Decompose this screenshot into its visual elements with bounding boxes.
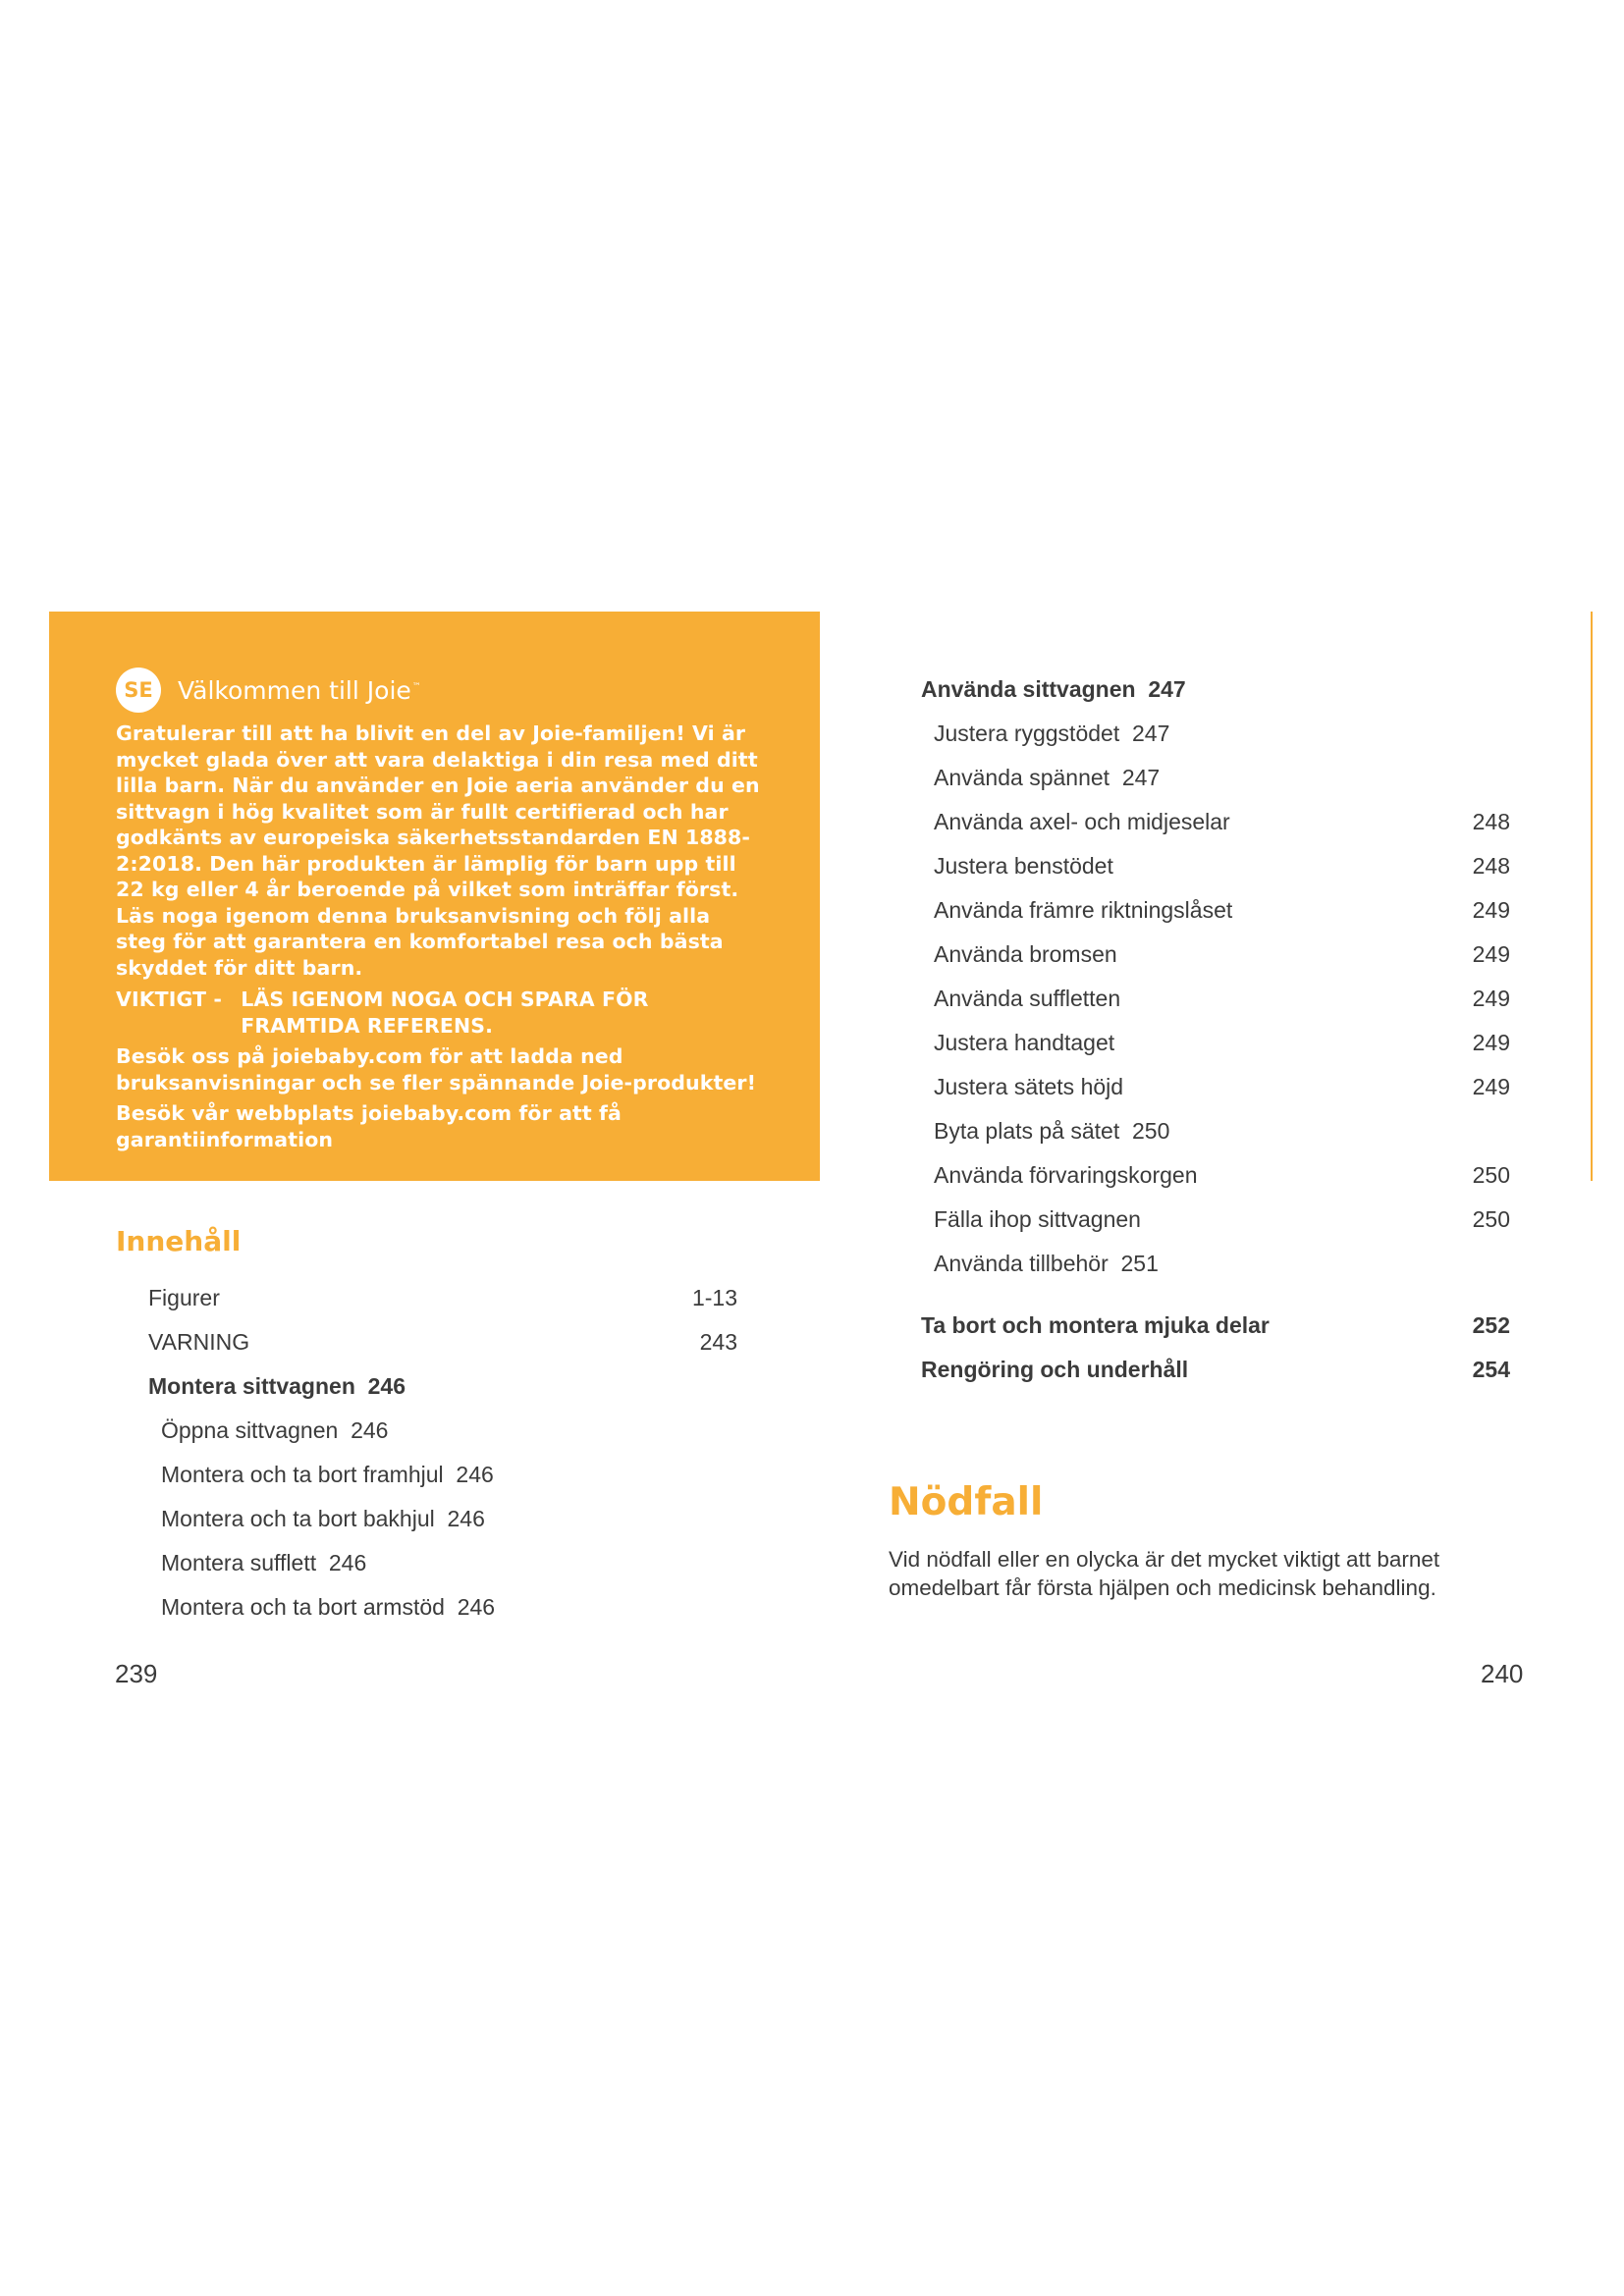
page-number-left: 239 bbox=[115, 1659, 158, 1688]
emergency-text: Vid nödfall eller en olycka är det mycket viktigt att barnet omedelbart får första hjälpen och medicinsk behandling. bbox=[889, 1547, 1440, 1600]
toc-item-page: 1-13 bbox=[691, 1285, 737, 1310]
toc-left bbox=[148, 1276, 737, 1629]
toc-item-page: 248 bbox=[1472, 809, 1510, 834]
toc-item-label: Använda tillbehör 251 bbox=[934, 1251, 1159, 1276]
welcome-title-row bbox=[116, 666, 761, 715]
toc-item-forvaringskorgen[interactable] bbox=[921, 1153, 1510, 1198]
toc-item-label: Använda bromsen bbox=[934, 941, 1117, 967]
toc-item-label: Byta plats på sätet 250 bbox=[934, 1118, 1170, 1144]
toc-item-label: Använda sittvagnen 247 bbox=[921, 676, 1186, 702]
accent-divider bbox=[1591, 612, 1593, 1181]
welcome-box bbox=[49, 612, 820, 1181]
toc-item-handtaget[interactable] bbox=[921, 1021, 1510, 1065]
toc-right bbox=[921, 667, 1510, 1392]
toc-item-page: 249 bbox=[1472, 941, 1510, 967]
trademark-mark: ™ bbox=[411, 682, 421, 693]
toc-item-armstod[interactable] bbox=[148, 1585, 737, 1629]
visit-downloads-text: Besök oss på joiebaby.com för att ladda ned bruksanvisningar och se fler spännande Joie-produkter! bbox=[116, 1044, 757, 1095]
toc-item-riktningslaset[interactable] bbox=[921, 888, 1510, 933]
contents-heading: Innehåll bbox=[116, 1225, 242, 1257]
toc-item-label: Använda spännet 247 bbox=[934, 765, 1161, 790]
toc-spacer bbox=[921, 1286, 1510, 1304]
toc-item-label: Rengöring och underhåll bbox=[921, 1357, 1189, 1382]
toc-item-label: Justera handtaget bbox=[934, 1030, 1115, 1055]
toc-item-label: Montera och ta bort bakhjul 246 bbox=[161, 1506, 485, 1531]
toc-item-label: Ta bort och montera mjuka delar bbox=[921, 1312, 1270, 1338]
toc-item-falla-ihop[interactable] bbox=[921, 1198, 1510, 1242]
toc-item-page: 248 bbox=[1472, 853, 1510, 879]
toc-item-spannet[interactable] bbox=[921, 756, 1510, 800]
visit-warranty-text: Besök vår webbplats joiebaby.com för att få garantiinformation bbox=[116, 1101, 622, 1151]
toc-item-label: Fälla ihop sittvagnen bbox=[934, 1206, 1141, 1232]
toc-item-label: Justera ryggstödet 247 bbox=[934, 721, 1170, 746]
toc-item-bakhjul[interactable] bbox=[148, 1497, 737, 1541]
toc-item-label: Justera sätets höjd bbox=[934, 1074, 1124, 1099]
toc-item-label: Använda axel- och midjeselar bbox=[934, 809, 1230, 834]
toc-item-anvanda-sittvagnen[interactable] bbox=[921, 667, 1510, 712]
toc-item-ryggstodet[interactable] bbox=[921, 712, 1510, 756]
toc-item-tillbehor[interactable] bbox=[921, 1242, 1510, 1286]
toc-item-figurer[interactable] bbox=[148, 1276, 737, 1320]
toc-item-label: Montera sittvagnen 246 bbox=[148, 1373, 406, 1399]
toc-item-framhjul[interactable] bbox=[148, 1453, 737, 1497]
toc-item-axel-midjeselar[interactable] bbox=[921, 800, 1510, 844]
toc-item-page: 249 bbox=[1472, 986, 1510, 1011]
toc-item-label: Montera och ta bort framhjul 246 bbox=[161, 1462, 494, 1487]
toc-item-label: Justera benstödet bbox=[934, 853, 1113, 879]
toc-item-satets-hojd[interactable] bbox=[921, 1065, 1510, 1109]
toc-item-montera-sittvagnen[interactable] bbox=[148, 1364, 737, 1409]
emergency-heading: Nödfall bbox=[889, 1480, 1044, 1524]
toc-item-label: Montera sufflett 246 bbox=[161, 1550, 367, 1575]
toc-item-suffletten[interactable] bbox=[921, 977, 1510, 1021]
toc-item-page: 250 bbox=[1472, 1206, 1510, 1232]
toc-item-label: Figurer bbox=[148, 1285, 220, 1310]
welcome-intro: Gratulerar till att ha blivit en del av Joie-familjen! Vi är mycket glada över att vara delaktiga i din resa med ditt lilla barn. När du använder en Joie aeria använder du en sittvagn i hög kvalitet som är fullt certifierad och har godkänts av europeiska säkerhetsstandarden EN 1888-2:2018. Den här produkten är lämplig för barn upp till 22 kg eller 4 år beroende på vilket som inträffar först. Läs noga igenom denna bruksanvisning och följ alla steg för att garantera en komfortabel resa och bästa skyddet för ditt barn. bbox=[116, 721, 760, 980]
toc-item-bromsen[interactable] bbox=[921, 933, 1510, 977]
language-badge: SE bbox=[116, 667, 161, 713]
toc-item-label: Montera och ta bort armstöd 246 bbox=[161, 1594, 496, 1620]
toc-item-page: 250 bbox=[1472, 1162, 1510, 1188]
important-lead: VIKTIGT - bbox=[116, 988, 230, 1011]
toc-item-label: Använda förvaringskorgen bbox=[934, 1162, 1198, 1188]
toc-item-varning[interactable] bbox=[148, 1320, 737, 1364]
toc-item-page: 249 bbox=[1472, 1074, 1510, 1099]
toc-item-byta-plats[interactable] bbox=[921, 1109, 1510, 1153]
toc-item-page: 249 bbox=[1472, 1030, 1510, 1055]
toc-item-page: 252 bbox=[1472, 1312, 1510, 1338]
toc-item-mjuka-delar[interactable] bbox=[921, 1304, 1510, 1348]
toc-item-rengoring[interactable] bbox=[921, 1348, 1510, 1392]
important-notice bbox=[116, 987, 761, 1039]
toc-item-label: VARNING bbox=[148, 1329, 250, 1355]
welcome-title: Välkommen till Joie™ bbox=[178, 675, 421, 705]
toc-item-label: Öppna sittvagnen 246 bbox=[161, 1417, 389, 1443]
important-body: LÄS IGENOM NOGA OCH SPARA FÖR FRAMTIDA REFERENS. bbox=[241, 988, 649, 1038]
toc-item-label: Använda främre riktningslåset bbox=[934, 897, 1233, 923]
toc-item-page: 243 bbox=[699, 1329, 737, 1355]
toc-item-benstodet[interactable] bbox=[921, 844, 1510, 888]
toc-item-page: 254 bbox=[1472, 1357, 1510, 1382]
page-number-right: 240 bbox=[1481, 1659, 1524, 1688]
toc-item-sufflett[interactable] bbox=[148, 1541, 737, 1585]
toc-item-oppna-sittvagnen[interactable] bbox=[148, 1409, 737, 1453]
toc-item-page: 249 bbox=[1472, 897, 1510, 923]
toc-item-label: Använda suffletten bbox=[934, 986, 1121, 1011]
